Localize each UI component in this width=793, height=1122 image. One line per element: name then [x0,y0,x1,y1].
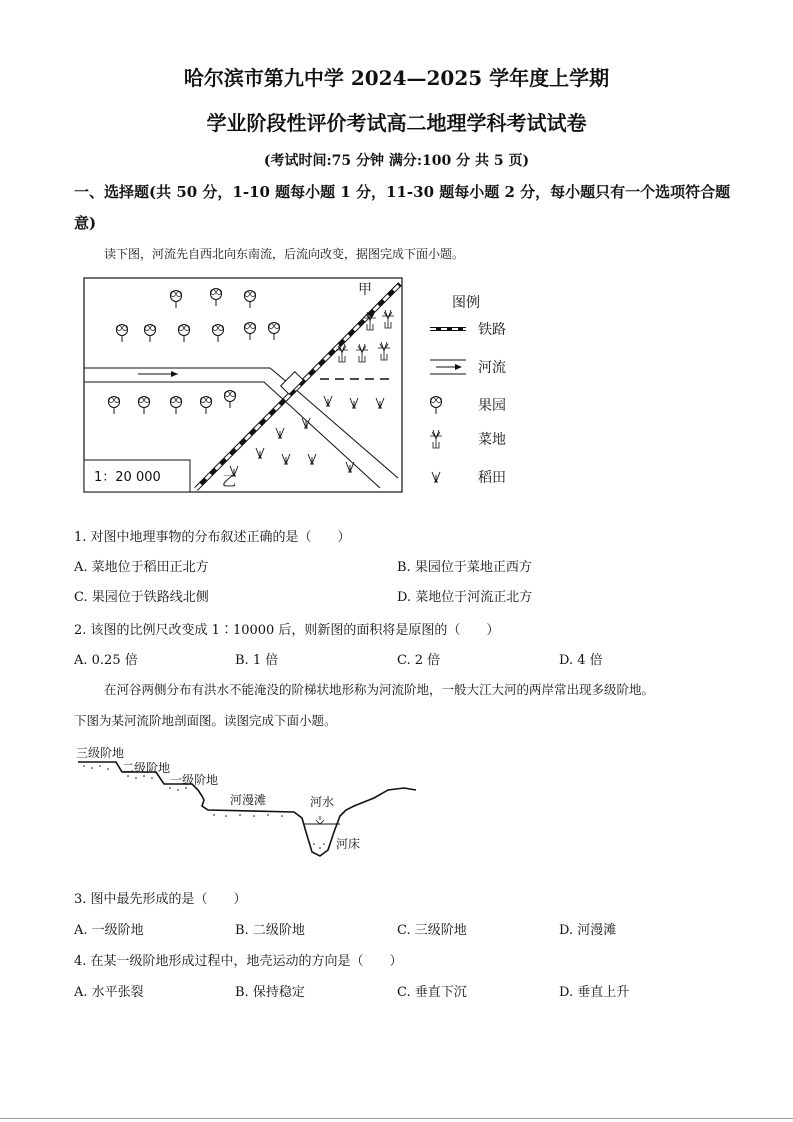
map-legend [430,295,506,486]
question-2-option-d[interactable]: D. 4 倍 [559,653,603,668]
exam-info: (考试时间:75 分钟 满分:100 分 共 5 页) [263,153,530,169]
label-jia: 甲 [358,282,372,298]
legend-vegetable: 菜地 [478,432,506,448]
section-heading-line2: 意) [74,214,97,232]
label-river-water: 河水 [310,795,335,809]
legend-paddy: 稻田 [478,470,506,486]
label-floodplain: 河漫滩 [230,793,267,807]
label-terrace-3: 三级阶地 [76,746,125,760]
question-2-stem: 2. 该图的比例尺改变成 1∶10000 后，则新图的面积将是原图的（ ） [74,623,500,638]
intro-text-2-line2: 下图为某河流阶地剖面图。读图完成下面小题。 [74,713,337,728]
intro-text-2-line1: 在河谷两侧分布有洪水不能淹没的阶梯状地形称为河流阶地，一般大江大河的两岸常出现多级阶地。 [104,682,655,697]
question-4-stem: 4. 在某一级阶地形成过程中，地壳运动的方向是（ ） [74,954,403,969]
question-1-option-b[interactable]: B. 果园位于菜地正西方 [397,560,532,575]
question-1-option-d[interactable]: D. 菜地位于河流正北方 [397,590,533,605]
legend-title: 图例 [452,295,480,311]
scale-label: 1：20 000 [94,470,161,485]
section-heading-line1: 一、选择题(共 50 分，1-10 题每小题 1 分，11-30 题每小题 2 分，每小题只有一个选项符合题 [74,183,731,201]
label-terrace-1: 一级阶地 [170,773,219,787]
question-3-option-a[interactable]: A. 一级阶地 [74,923,144,938]
intro-text-1: 读下图，河流先自西北向东南流，后流向改变，据图完成下面小题。 [104,247,465,261]
label-terrace-2: 二级阶地 [122,761,171,775]
page-bottom-rule [0,1118,793,1119]
question-4-option-a[interactable]: A. 水平张裂 [74,985,144,1000]
question-3-option-c[interactable]: C. 三级阶地 [397,923,467,938]
water-marker [316,820,324,824]
question-3-option-d[interactable]: D. 河漫滩 [559,923,617,938]
question-2-option-b[interactable]: B. 1 倍 [235,653,279,668]
label-yi: 乙 [222,474,236,490]
question-1-option-c[interactable]: C. 果园位于铁路线北侧 [74,590,209,605]
question-4-option-c[interactable]: C. 垂直下沉 [397,985,467,1000]
label-river-bed: 河床 [336,837,361,851]
legend-river: 河流 [478,360,506,376]
question-2-option-c[interactable]: C. 2 倍 [397,653,441,668]
exam-title-line1: 哈尔滨市第九中学 2024—2025 学年度上学期 [183,66,610,90]
question-1-stem: 1. 对图中地理事物的分布叙述正确的是（ ） [74,530,351,545]
question-1-option-a[interactable]: A. 菜地位于稻田正北方 [74,560,209,575]
question-2-option-a[interactable]: A. 0.25 倍 [74,653,138,668]
question-4-option-b[interactable]: B. 保持稳定 [235,985,305,1000]
exam-title-line2: 学业阶段性评价考试高二地理学科考试试卷 [206,111,587,135]
legend-orchard: 果园 [478,398,506,414]
river-terrace-profile [74,740,424,865]
question-3-stem: 3. 图中最先形成的是（ ） [74,892,247,907]
question-4-option-d[interactable]: D. 垂直上升 [559,985,630,1000]
question-3-option-b[interactable]: B. 二级阶地 [235,923,305,938]
legend-railway: 铁路 [478,322,506,338]
land-use-map [80,272,530,498]
